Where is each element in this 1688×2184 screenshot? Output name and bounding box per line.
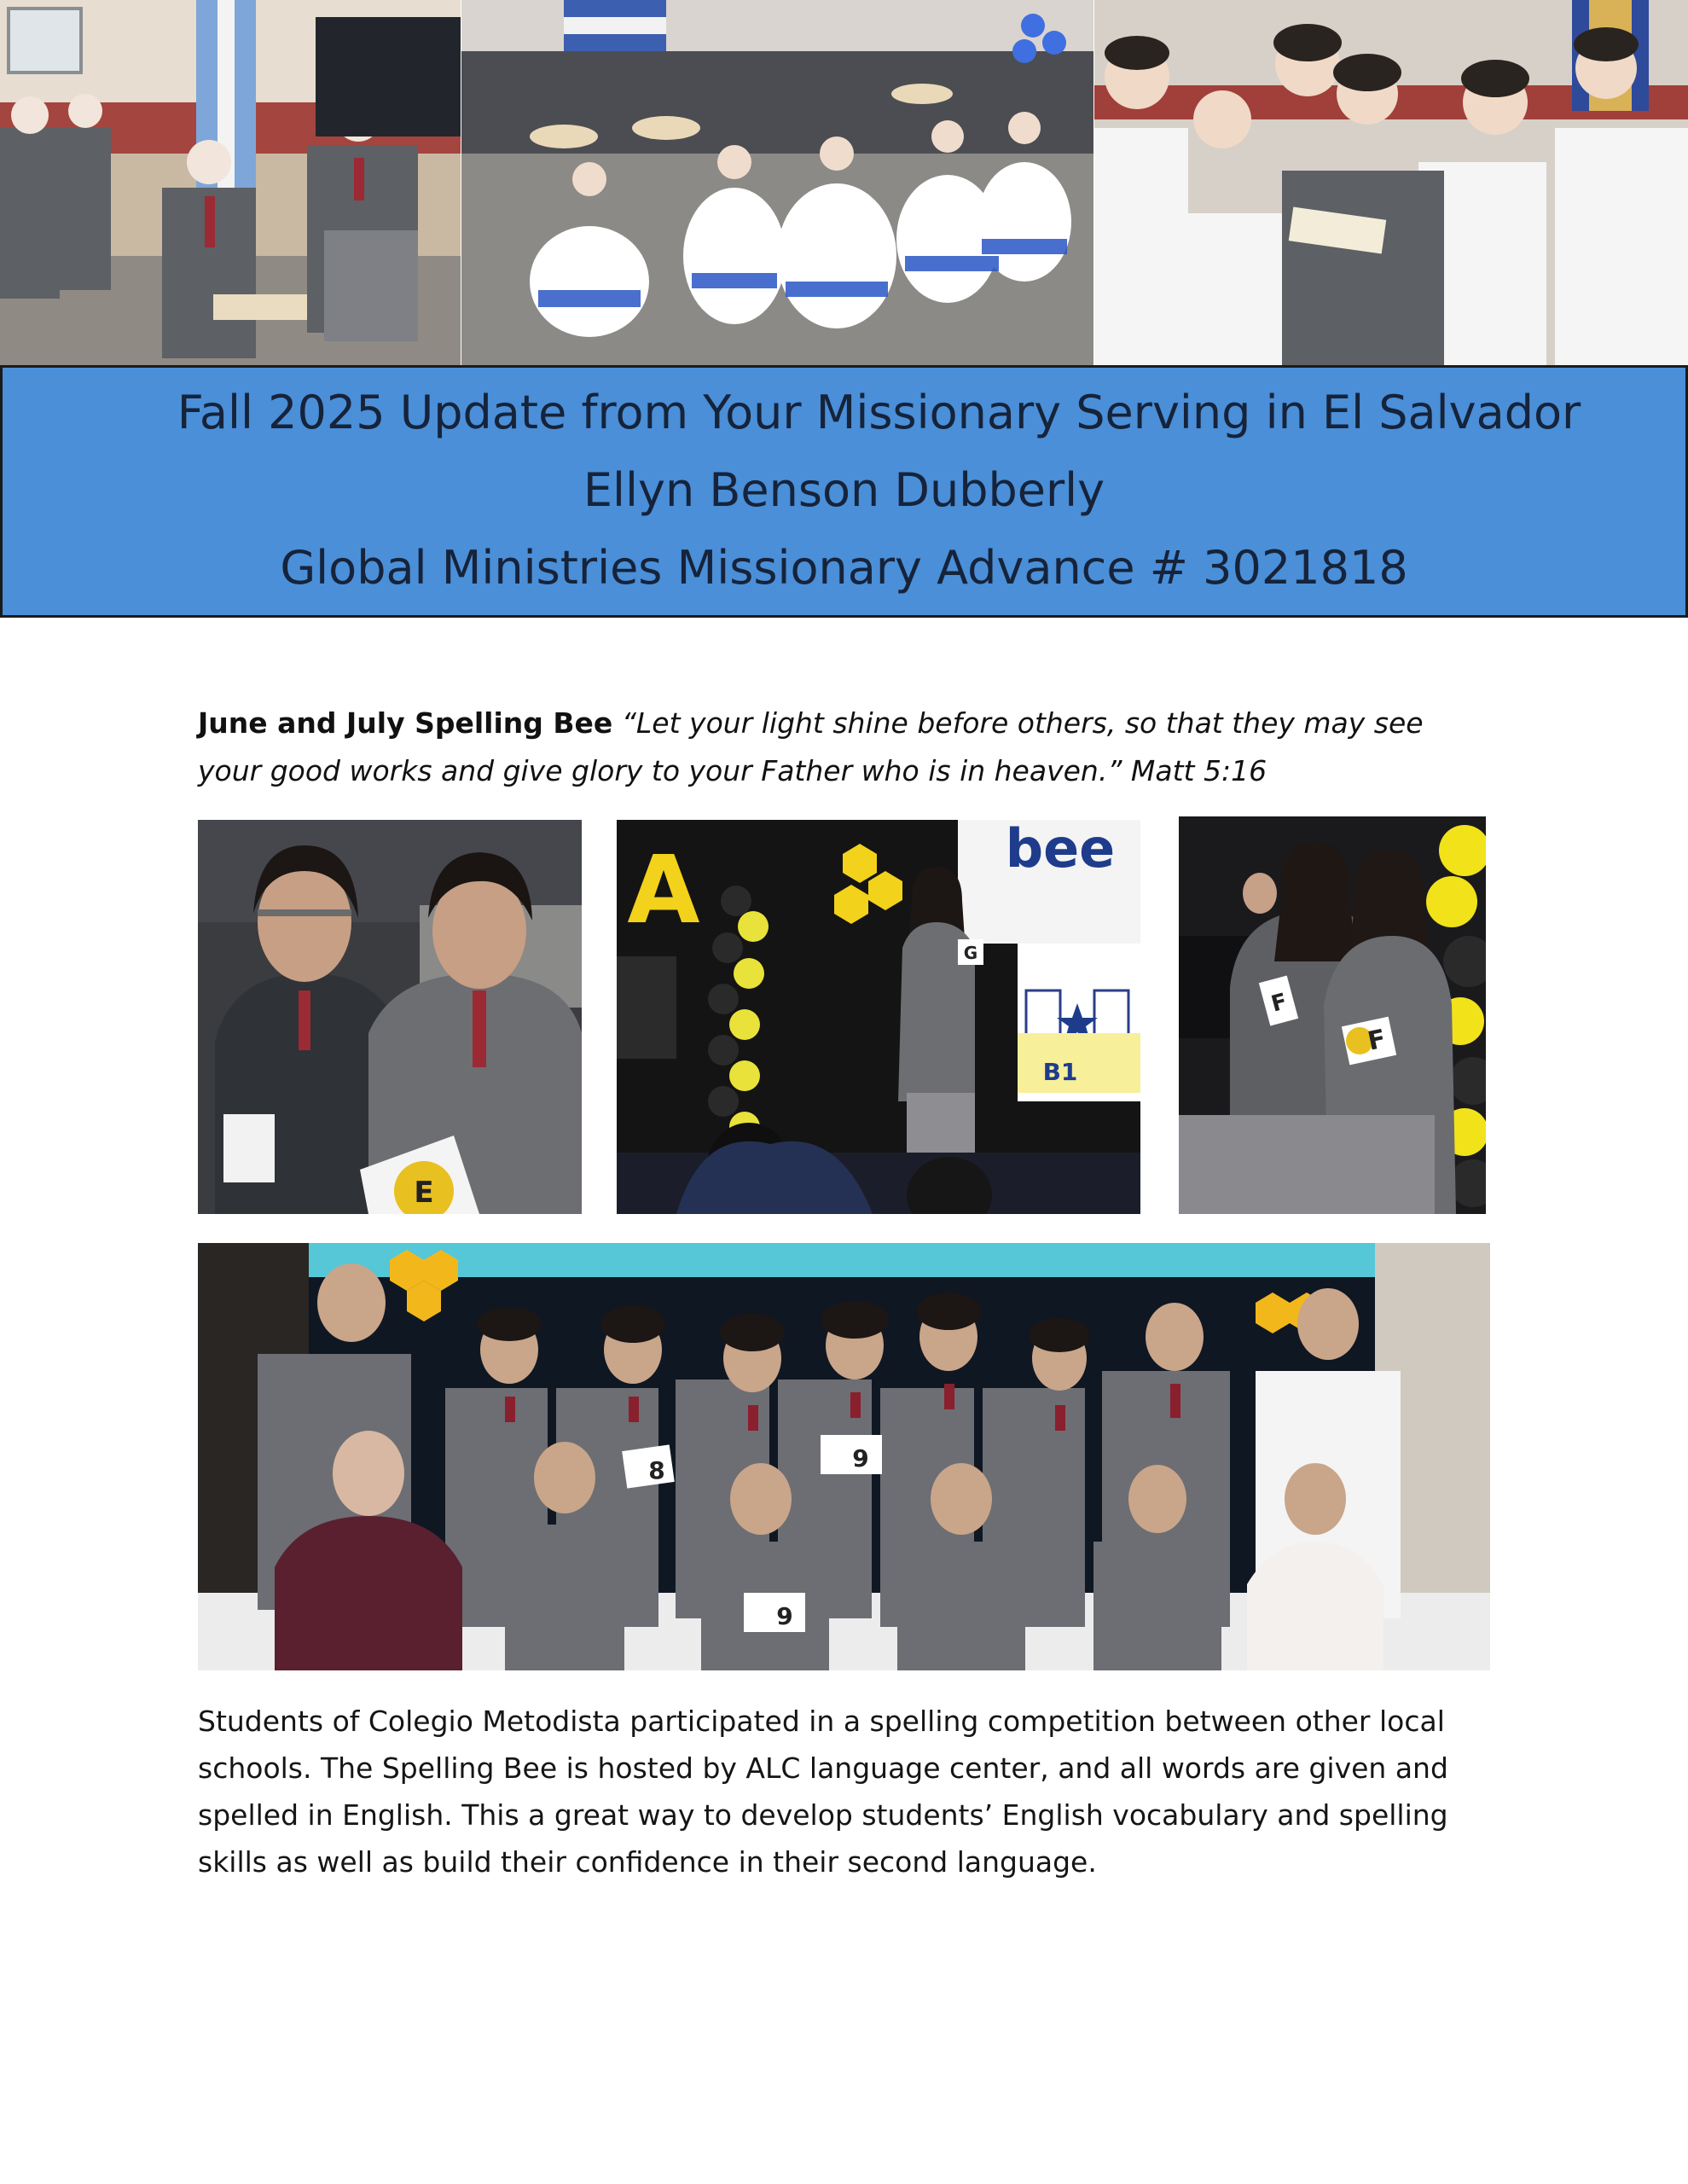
group-badge-9-standing: 9	[852, 1444, 869, 1472]
body-line: skills as well as build their confidence in their second language.	[198, 1845, 1097, 1879]
body-line: Students of Colegio Metodista participated in a spelling competition between other local	[198, 1705, 1445, 1738]
stage-badge: G	[963, 943, 978, 963]
banner-advance-number: Global Ministries Missionary Advance # 3021818	[280, 541, 1408, 595]
bracket-code: B1	[1042, 1058, 1078, 1086]
photo-two-students	[198, 820, 582, 1214]
bee-sign-text: bee	[1005, 820, 1116, 880]
heading-scripture: “Let your light shine before others, so that they may see your good works and give glory to your Father who is in heaven.” Matt 5:16	[198, 706, 1424, 787]
top-photo-students-pledge	[1094, 0, 1688, 365]
group-badge-9-seated: 9	[776, 1602, 793, 1630]
badge-f-right: F	[1365, 1024, 1389, 1057]
body-line: schools. The Spelling Bee is hosted by ALC language center, and all words are given and	[198, 1751, 1448, 1785]
section-heading	[198, 700, 1494, 795]
photo-group-spelling-bee-team	[198, 1243, 1490, 1670]
group-badge-8: 8	[648, 1456, 665, 1484]
heading-title: June and July Spelling Bee	[198, 706, 613, 740]
body-paragraph	[198, 1698, 1511, 1885]
title-banner	[0, 365, 1688, 618]
top-photo-procession	[0, 0, 461, 365]
stage-letter: A	[627, 835, 700, 944]
badge-letter-e: E	[414, 1176, 434, 1210]
body-line: spelled in English. This a great way to develop students’ English vocabulary and spelling	[198, 1798, 1448, 1832]
banner-title: Fall 2025 Update from Your Missionary Serving in El Salvador	[177, 386, 1581, 439]
photo-seated-contestants	[1179, 816, 1486, 1214]
badge-f-left: F	[1268, 989, 1291, 1018]
top-photo-folk-dance	[461, 0, 1093, 365]
photo-stage-speller	[617, 820, 1140, 1214]
banner-missionary-name: Ellyn Benson Dubberly	[583, 463, 1105, 517]
